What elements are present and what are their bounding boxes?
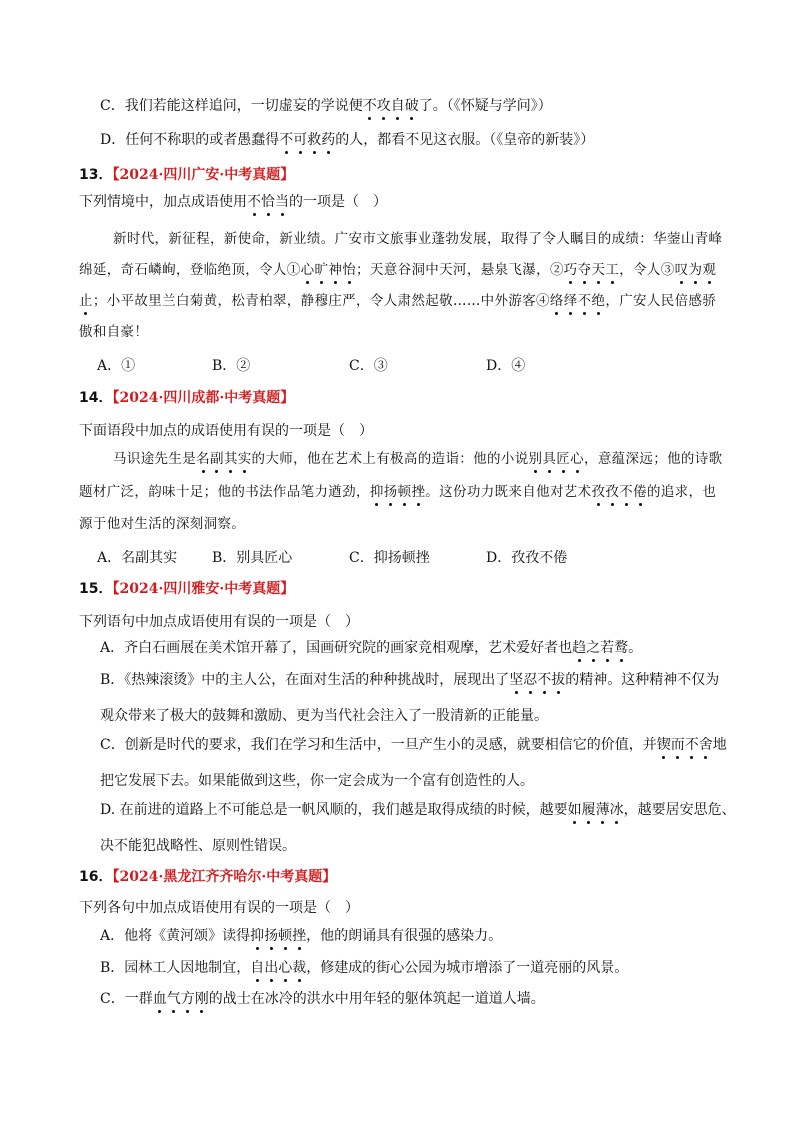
q13-heading: 13．【2024·四川广安·中考真题】 [79,167,295,183]
q15-option-d-line-2: 决不能犯战略性、原则性错误。 [100,838,296,854]
emphasized-idiom: 别具匠心 [528,451,584,467]
q13-option-b: B．② [212,358,251,374]
emphasized-idiom: 锲而不舍 [656,737,713,753]
emphasized-idiom: 止 [79,293,93,309]
q13-option-c: C．③ [349,358,388,374]
q16-heading: 16．【2024·黑龙江齐齐哈尔·中考真题】 [79,869,337,885]
q13-passage-line-2: 绵延，奇石嶙峋，登临绝顶，令人①心旷神怡；天意谷洞中天河，悬泉飞瀑，②巧夺天工，令人③叹为观 [79,262,717,278]
emphasized-idiom: 不攻自破 [362,98,419,114]
emphasized-idiom: 抑扬顿挫 [250,928,307,944]
emphasized-idiom: 抑扬顿挫 [369,484,426,500]
q13-passage-line-4: 傲和自豪！ [79,324,149,340]
q15-option-b-line-1: B．《热辣滚烫》中的主人公，在面对生活的种种挑战时，展现出了坚忍不拔的精神。这种精神不仅为 [100,672,720,688]
emphasized-idiom: 趋之若鹜 [572,640,629,656]
q13-passage-line-3: 止；小平故里兰白菊黄，松青柏翠，静穆庄严，令人肃然起敬……中外游客④络绎不绝，广安人民倍感骄 [79,293,717,309]
q14-option-d: D．孜孜不倦 [486,550,568,566]
q12-option-d: D．任何不称职的或者愚蠢得不可救药的人，都看不见这衣服。（《皇帝的新装》） [100,132,595,148]
q14-passage-line-3: 源于他对生活的深刻洞察。 [79,516,246,532]
emphasized-word: 不恰当 [247,194,289,210]
q15-option-c-line-1: C．创新是时代的要求，我们在学习和生活中，一旦产生小的灵感，就要相信它的价值，并锲而不舍地 [100,737,727,753]
q14-option-a: A．名副其实 [97,550,178,566]
q16-option-c: C．一群血气方刚的战士在冰冷的洪水中用年轻的躯体筑起一道道人墙。 [100,991,545,1007]
q13-option-a: A．① [97,358,136,374]
q14-passage-line-2: 题材广泛，韵味十足；他的书法作品笔力遒劲，抑扬顿挫。这份功力既来自他对艺术孜孜不倦的追求，也 [79,484,717,500]
q15-heading: 15．【2024·四川雅安·中考真题】 [79,581,295,597]
q14-stem: 下面语段中加点的成语使用有误的一项是（ ） [79,423,373,439]
question-source: 【2024·四川成都·中考真题】 [112,390,295,406]
emphasized-idiom: 络绎不绝 [549,293,606,309]
q14-heading: 14．【2024·四川成都·中考真题】 [79,390,295,406]
q15-option-c-line-2: 把它发展下去。如果能做到这些，你一定会成为一个富有创造性的人。 [100,773,534,789]
q15-option-b-line-2: 观众带来了极大的鼓舞和激励、更为当代社会注入了一股清新的正能量。 [100,708,548,724]
q13-passage-line-1: 新时代，新征程，新使命，新业绩。广安市文旅事业蓬勃发展，取得了令人瞩目的成绩：华蓥山青峰 [113,231,723,247]
question-source: 【2024·四川广安·中考真题】 [112,167,295,183]
emphasized-idiom: 血气方刚 [152,991,209,1007]
emphasized-idiom: 心旷神怡 [300,262,357,278]
q14-passage-line-1: 马识途先生是名副其实的大师，他在艺术上有极高的造诣：他的小说别具匠心，意蕴深远；他的诗歌 [113,451,723,467]
q16-stem: 下列各句中加点成语使用有误的一项是（ ） [79,900,359,916]
emphasized-idiom: 巧夺天工 [563,262,620,278]
emphasized-idiom: 不可救药 [279,132,336,148]
q13-option-d: D．④ [486,358,526,374]
emphasized-idiom: 孜孜不倦 [591,484,647,500]
q13-stem: 下列情境中，加点成语使用不恰当的一项是（ ） [79,194,387,210]
q16-option-a: A．他将《黄河颂》读得抑扬顿挫，他的朗诵具有很强的感染力。 [100,928,503,944]
q15-option-a: A．齐白石画展在美术馆开幕了，国画研究院的画家竞相观摩，艺术爱好者也趋之若鹜。 [100,640,643,656]
emphasized-idiom: 坚忍不拔 [509,672,566,688]
q12-option-c: C．我们若能这样追问，一切虚妄的学说便不攻自破了。（《怀疑与学问》） [100,98,552,114]
emphasized-idiom: 自出心裁 [250,960,307,976]
q15-stem: 下列语句中加点成语使用有误的一项是（ ） [79,614,359,630]
emphasized-idiom: 叹为观 [674,262,717,278]
emphasized-idiom: 如履薄冰 [567,802,624,818]
q16-option-b: B．园林工人因地制宜，自出心裁，修建成的街心公园为城市增添了一道亮丽的风景。 [100,960,629,976]
question-source: 【2024·四川雅安·中考真题】 [112,581,295,597]
q14-option-b: B．别具匠心 [212,550,293,566]
question-source: 【2024·黑龙江齐齐哈尔·中考真题】 [112,869,337,885]
q15-option-d-line-1: D. 在前进的道路上不可能总是一帆风顺的，我们越是取得成绩的时候，越要如履薄冰，越要居安思危、 [100,802,736,818]
q14-option-c: C．抑扬顿挫 [349,550,430,566]
emphasized-idiom: 名副其实 [196,451,252,467]
